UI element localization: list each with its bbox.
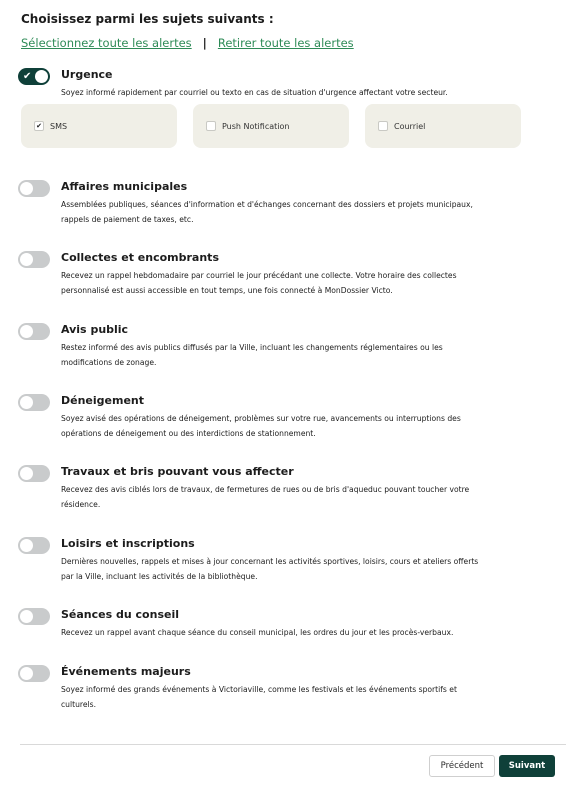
topic-title: Avis public [61, 323, 129, 336]
courriel-checkbox[interactable] [378, 121, 388, 131]
channel-sms[interactable] [21, 104, 177, 148]
select-all-link[interactable]: Sélectionnez toute les alertes [21, 36, 192, 50]
topic-description: Dernières nouvelles, rappels et mises à jour concernant les activités sportives, loisirs, cours et ateliers offerts par la Ville, incluant les activités de la bibliothèque. [61, 557, 479, 581]
channel-push-notification[interactable] [193, 104, 349, 148]
toggle-knob [35, 70, 48, 83]
toggle-knob [20, 467, 33, 480]
topic-title: Événements majeurs [61, 665, 191, 678]
topic-title: Urgence [61, 68, 113, 81]
push-notification-checkbox[interactable] [206, 121, 216, 131]
toggle-seances-conseil[interactable] [18, 608, 50, 625]
page-heading: Choisissez parmi les sujets suivants : [21, 12, 274, 26]
remove-all-link[interactable]: Retirer toute les alertes [217, 36, 354, 50]
topic-description: Restez informé des avis publics diffusés par la Ville, incluant les changements réglementaires ou les modifications de zonage. [61, 343, 443, 367]
toggle-urgence[interactable] [18, 68, 50, 85]
topic-title: Collectes et encombrants [61, 251, 219, 264]
toggle-travaux-bris[interactable] [18, 465, 50, 482]
channel-courriel[interactable] [365, 104, 521, 148]
previous-button[interactable]: Précédent [429, 755, 495, 777]
topic-title: Séances du conseil [61, 608, 179, 621]
toggle-knob [20, 396, 33, 409]
channel-options [21, 104, 521, 148]
topic-title: Travaux et bris pouvant vous affecter [61, 465, 294, 478]
toggle-knob [20, 539, 33, 552]
toggle-knob [20, 667, 33, 680]
toggle-knob [20, 182, 33, 195]
topic-title: Loisirs et inscriptions [61, 537, 195, 550]
next-button[interactable]: Suivant [499, 755, 555, 777]
bulk-actions [21, 36, 354, 50]
topic-description: Soyez informé rapidement par courriel ou texto en cas de situation d'urgence affectant votre secteur. [61, 88, 448, 97]
topic-description: Recevez un rappel avant chaque séance du conseil municipal, les ordres du jour et les procès-verbaux. [61, 628, 454, 637]
toggle-affaires-municipales[interactable] [18, 180, 50, 197]
link-separator: | [202, 36, 207, 50]
toggle-loisirs-inscriptions[interactable] [18, 537, 50, 554]
toggle-knob [20, 253, 33, 266]
toggle-evenements-majeurs[interactable] [18, 665, 50, 682]
topic-title: Déneigement [61, 394, 144, 407]
channel-label: SMS [50, 121, 68, 131]
toggle-knob [20, 325, 33, 338]
sms-checkbox[interactable]: ✔ [34, 121, 44, 131]
channel-label: Push Notification [222, 121, 290, 131]
topic-description: Recevez des avis ciblés lors de travaux, de fermetures de rues ou de bris d'aqueduc pouvant toucher votre résidence. [61, 485, 470, 509]
toggle-knob [20, 610, 33, 623]
toggle-deneigement[interactable] [18, 394, 50, 411]
toggle-collectes-encombrants[interactable] [18, 251, 50, 268]
topic-description: Assemblées publiques, séances d'information et d'échanges concernant des dossiers et projets municipaux, rappels de paiement de taxes, etc. [61, 200, 473, 224]
toggle-avis-public[interactable] [18, 323, 50, 340]
check-icon: ✔ [23, 71, 32, 82]
topic-description: Soyez informé des grands événements à Victoriaville, comme les festivals et les événements sportifs et culturels. [61, 685, 457, 709]
topic-title: Affaires municipales [61, 180, 188, 193]
topic-description: Soyez avisé des opérations de déneigement, problèmes sur votre rue, avancements ou interruptions des opérations de déneigement ou des interdictions de stationnement. [61, 414, 461, 438]
channel-label: Courriel [394, 121, 426, 131]
footer-divider [20, 744, 566, 745]
topic-description: Recevez un rappel hebdomadaire par courriel le jour précédant une collecte. Votre horaire des collectes personnalisé est aussi accessible en tout temps, une fois connecté à MonDossier Victo. [61, 271, 457, 295]
